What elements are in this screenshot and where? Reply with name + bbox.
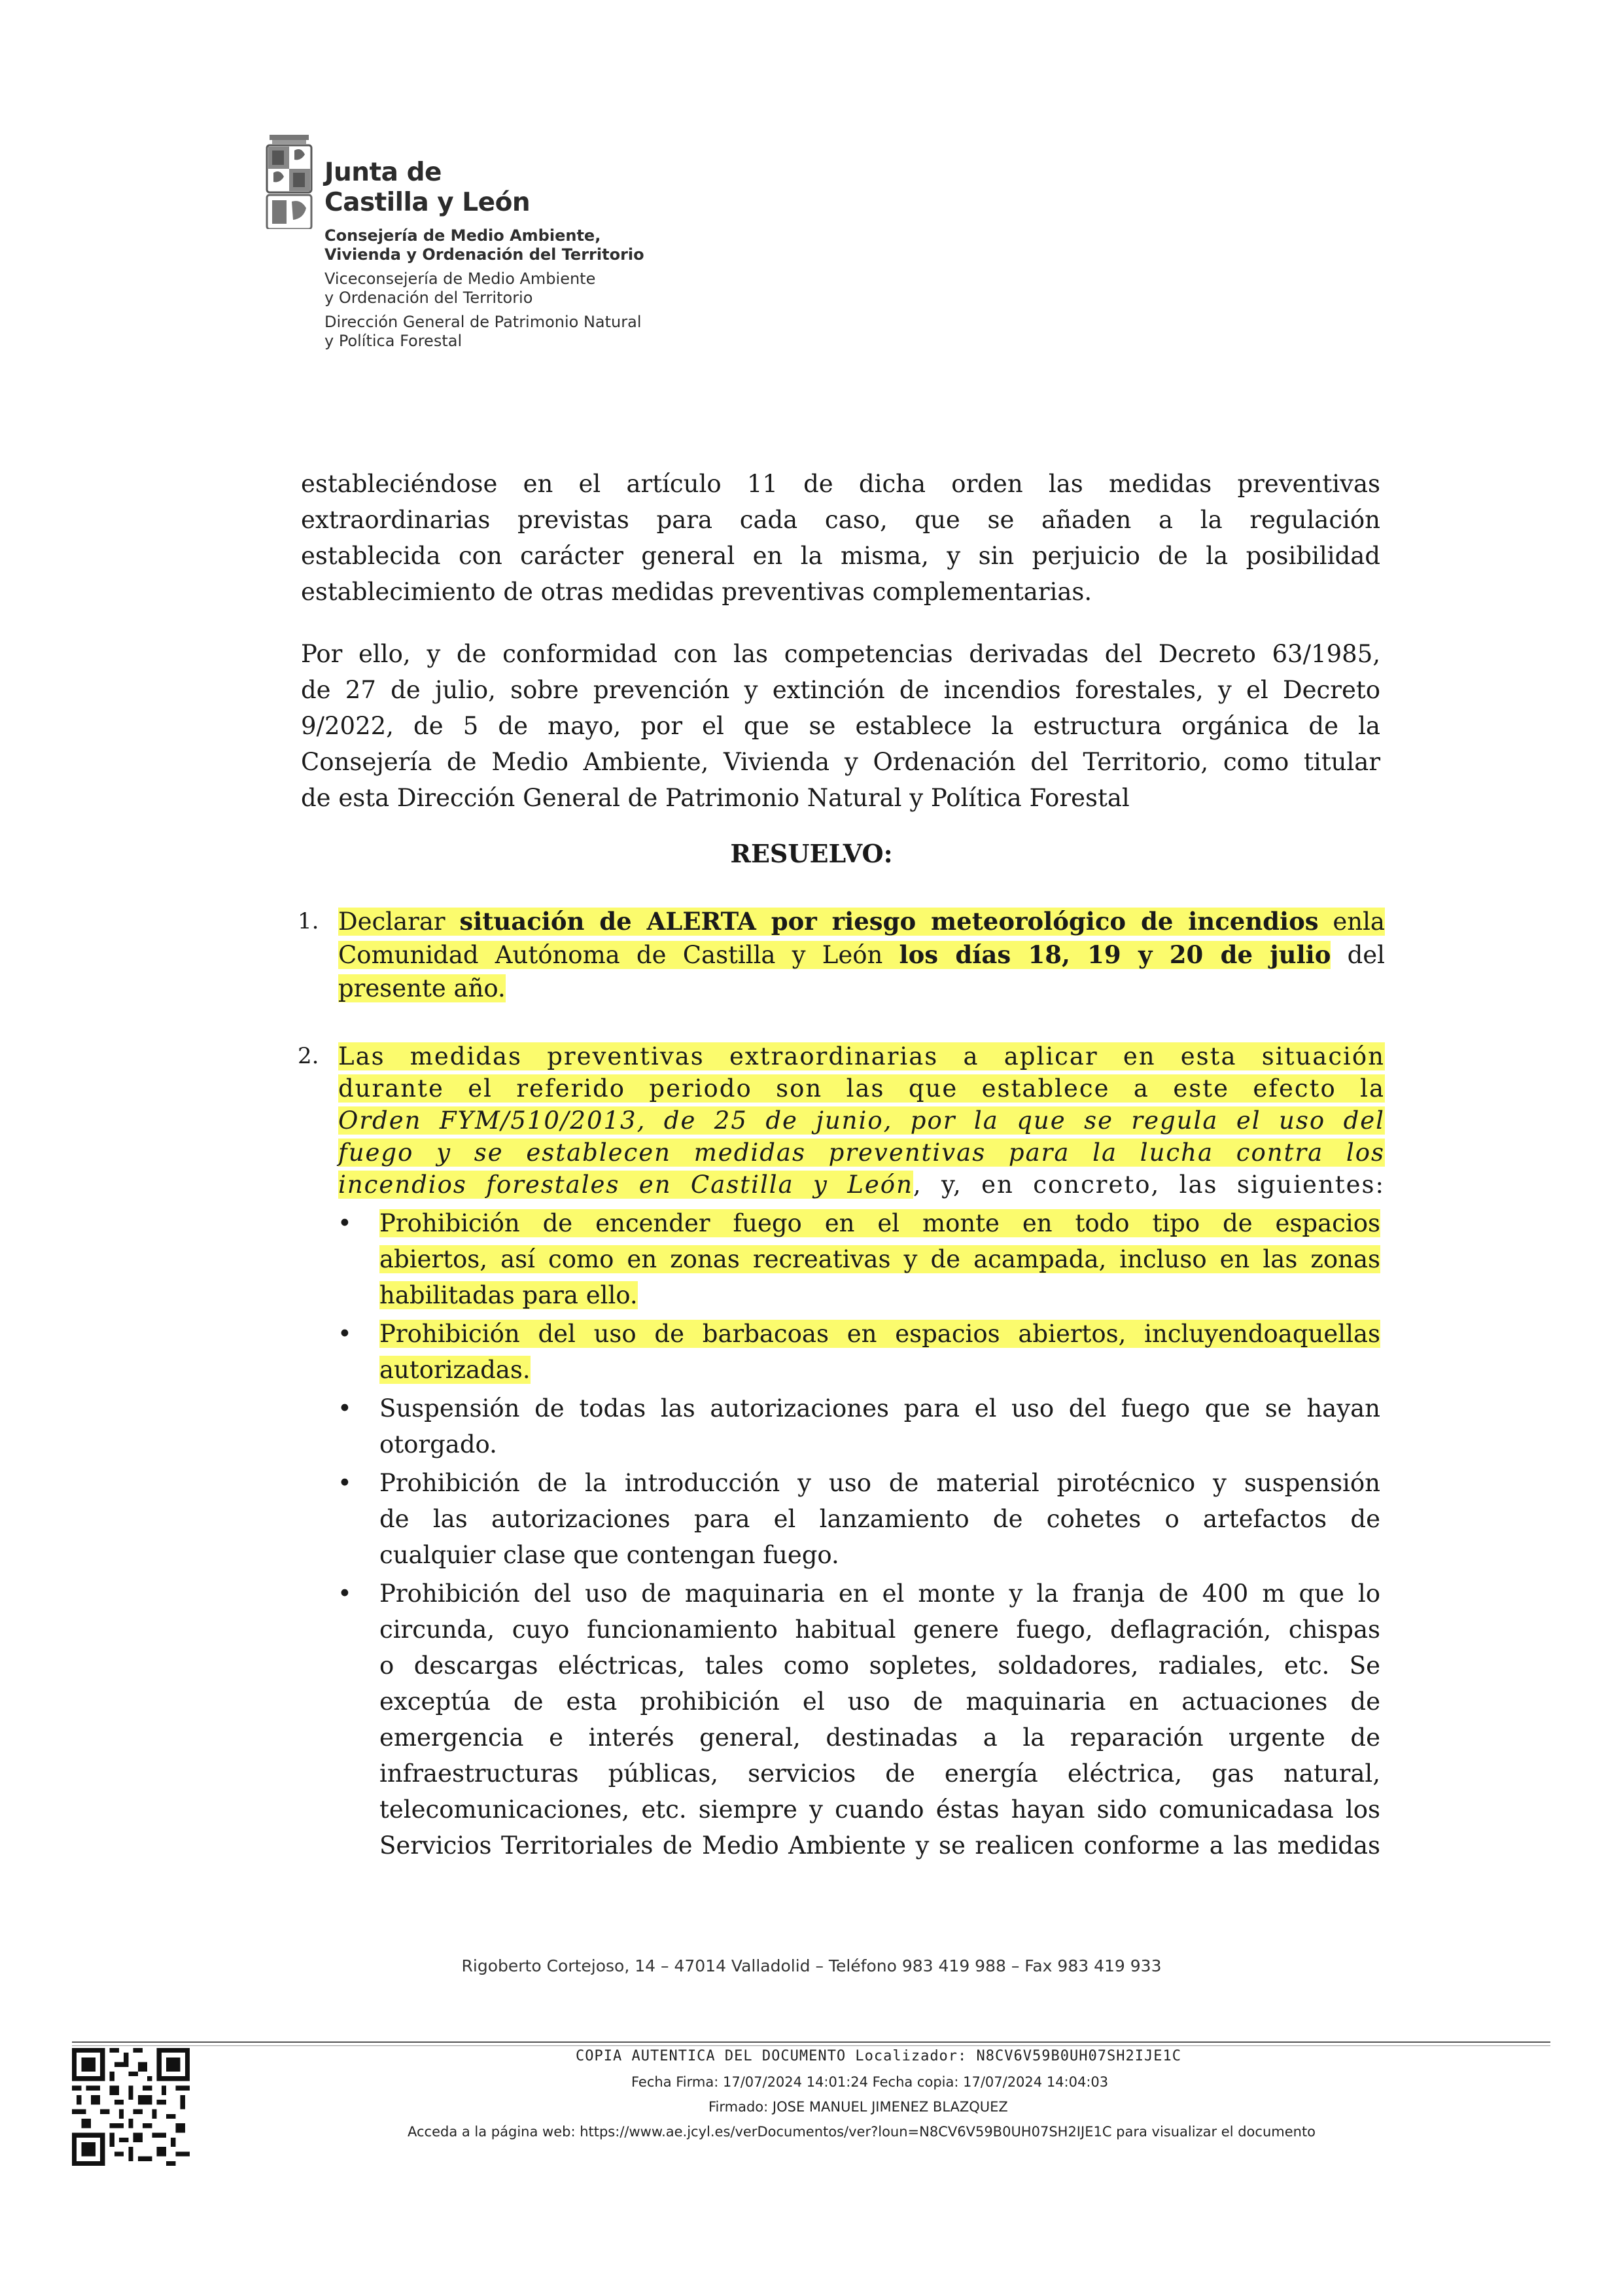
item-text — [338, 905, 1385, 1005]
text-line: de las autorizaciones para el lanzamiento de cohetes o artefactos de — [379, 1505, 1380, 1533]
text-line: Prohibición de la introducción y uso de material pirotécnico y suspensión — [379, 1469, 1380, 1497]
org-department — [324, 226, 644, 351]
copy-dates: Fecha Firma: 17/07/2024 14:01:24 Fecha copia: 17/07/2024 14:04:03 — [631, 2074, 1109, 2090]
text-run-italic: fuego y se establecen medidas preventivas para la lucha contra los — [338, 1139, 1385, 1167]
text-line: de esta Dirección General de Patrimonio Natural y Política Forestal — [301, 784, 1130, 812]
text-line: Prohibición del uso de barbacoas en espacios abiertos, incluyendoaquellas — [379, 1320, 1380, 1348]
text-line: Suspensión de todas las autorizaciones para el uso del fuego que se hayan — [379, 1394, 1380, 1422]
text-run: Las medidas preventivas extraordinarias a aplicar en esta situación — [338, 1042, 1385, 1070]
measures-list — [334, 1205, 1380, 1866]
paragraph-2 — [301, 636, 1380, 816]
bullet-icon: • — [338, 1209, 352, 1237]
department-line: Dirección General de Patrimonio Natural — [324, 313, 642, 331]
bullet-icon: • — [338, 1320, 352, 1348]
text-line: circunda, cuyo funcionamiento habitual genere fuego, deflagración, chispas — [379, 1616, 1380, 1644]
department-line: y Política Forestal — [324, 332, 462, 350]
text-run-bold: los días 18, 19 y 20 de julio — [899, 940, 1331, 969]
text-line: cualquier clase que contengan fuego. — [379, 1541, 839, 1569]
copy-verify-url: Acceda a la página web: https://www.ae.jcyl.es/verDocumentos/ver?loun=N8CV6V59B0UH07SH2IJE1C para visualizar el documento — [408, 2124, 1316, 2140]
text-run-bold: situación de ALERTA por riesgo meteorológico de incendios — [459, 907, 1319, 936]
org-title-line1: Junta de — [324, 158, 442, 187]
copy-locator: COPIA AUTENTICA DEL DOCUMENTO Localizador: N8CV6V59B0UH07SH2IJE1C — [576, 2048, 1181, 2064]
list-item — [334, 1316, 1380, 1388]
text-line: infraestructuras públicas, servicios de energía eléctrica, gas natural, — [379, 1759, 1380, 1788]
text-run: Comunidad Autónoma de Castilla y León — [338, 941, 899, 969]
text-run-italic: incendios forestales en Castilla y León — [338, 1171, 913, 1199]
divider — [72, 2041, 1550, 2043]
text-line: emergencia e interés general, destinadas a la reparación urgente de — [379, 1723, 1380, 1752]
text-line: Prohibición del uso de maquinaria en el monte y la franja de 400 m que lo — [379, 1580, 1380, 1608]
text-line: telecomunicaciones, etc. siempre y cuando éstas hayan sido comunicadasa los — [379, 1795, 1380, 1824]
resolution-heading: RESUELVO: — [730, 839, 893, 868]
org-title-line2: Castilla y León — [324, 188, 531, 217]
text-line: Servicios Territoriales de Medio Ambiente y se realicen conforme a las medidas — [379, 1831, 1380, 1860]
bullet-icon: • — [338, 1580, 352, 1608]
text-line: autorizadas. — [379, 1356, 531, 1384]
text-line: estableciéndose en el artículo 11 de dicha orden las medidas preventivas — [301, 470, 1380, 498]
text-line: Consejería de Medio Ambiente, Vivienda y Ordenación del Territorio, como titular — [301, 748, 1380, 776]
list-item — [334, 1576, 1380, 1863]
text-run: durante el referido periodo son las que establece a este efecto la — [338, 1074, 1385, 1103]
list-item — [334, 1465, 1380, 1573]
text-run: enla — [1318, 908, 1385, 936]
department-line: y Ordenación del Territorio — [324, 289, 533, 307]
coat-of-arms-logo — [260, 131, 318, 229]
letterhead — [260, 128, 784, 364]
text-run-italic: Orden FYM/510/2013, de 25 de junio, por la que se regula el uso del — [338, 1106, 1385, 1135]
text-line: Prohibición de encender fuego en el monte en todo tipo de espacios — [379, 1209, 1380, 1237]
text-line: establecida con carácter general en la misma, y sin perjuicio de la posibilidad — [301, 542, 1380, 570]
text-line: Por ello, y de conformidad con las competencias derivadas del Decreto 63/1985, — [301, 640, 1380, 668]
qr-code-icon — [72, 2048, 190, 2166]
org-title — [324, 158, 530, 218]
text-line: o descargas eléctricas, tales como sopletes, soldadores, radiales, etc. Se — [379, 1651, 1380, 1680]
bullet-icon: • — [338, 1469, 352, 1497]
list-item — [334, 1205, 1380, 1313]
text-run: Declarar — [338, 908, 460, 936]
paragraph-1 — [301, 466, 1380, 610]
footer-address: Rigoberto Cortejoso, 14 – 47014 Valladolid – Teléfono 983 419 988 – Fax 983 419 933 — [461, 1956, 1162, 1975]
item-number: 2. — [298, 1043, 319, 1069]
department-line: Vivienda y Ordenación del Territorio — [324, 245, 644, 264]
text-line: habilitadas para ello. — [379, 1281, 638, 1309]
text-run: , y, en concreto, las siguientes: — [913, 1171, 1386, 1199]
list-item — [334, 1390, 1380, 1462]
text-line: establecimiento de otras medidas preventivas complementarias. — [301, 578, 1092, 606]
divider — [72, 2045, 1550, 2046]
text-run: del — [1331, 941, 1385, 969]
text-line: extraordinarias previstas para cada caso, que se añaden a la regulación — [301, 506, 1380, 534]
text-line: de 27 de julio, sobre prevención y extinción de incendios forestales, y el Decreto — [301, 676, 1380, 704]
text-run: presente año. — [338, 974, 506, 1002]
department-line: Viceconsejería de Medio Ambiente — [324, 270, 596, 288]
item-text — [338, 1040, 1385, 1201]
copy-signer: Firmado: JOSE MANUEL JIMENEZ BLAZQUEZ — [708, 2099, 1008, 2115]
text-line: exceptúa de esta prohibición el uso de maquinaria en actuaciones de — [379, 1687, 1380, 1716]
department-line: Consejería de Medio Ambiente, — [324, 226, 601, 245]
bullet-icon: • — [338, 1394, 352, 1422]
text-line: abiertos, así como en zonas recreativas y de acampada, incluso en las zonas — [379, 1245, 1380, 1273]
text-line: 9/2022, de 5 de mayo, por el que se establece la estructura orgánica de la — [301, 712, 1380, 740]
item-number: 1. — [298, 908, 319, 934]
text-line: otorgado. — [379, 1430, 497, 1458]
